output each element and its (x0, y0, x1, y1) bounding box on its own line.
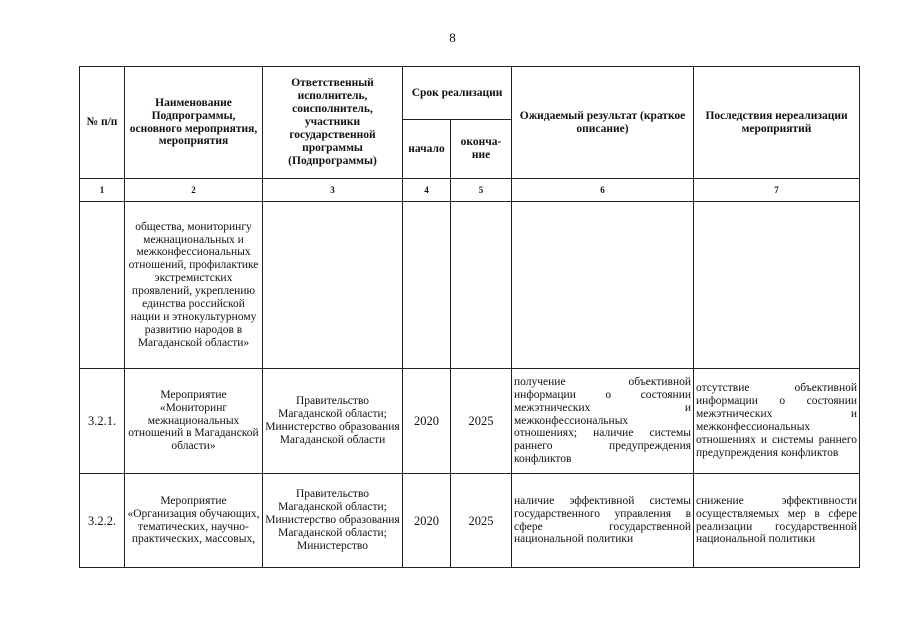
column-number: 4 (403, 179, 451, 202)
header-name: Наименование Подпрограммы, основного мероприятия, мероприятия (125, 67, 263, 179)
column-number: 5 (451, 179, 512, 202)
table-row (80, 369, 860, 474)
table-row (80, 474, 860, 568)
header-responsible: Ответственный исполнитель, соисполнитель, участники государственной программы (Подпрограммы) (263, 67, 403, 179)
column-number-row (80, 179, 860, 202)
row-start (403, 202, 451, 369)
row-start: 2020 (403, 369, 451, 474)
row-consequence: отсутствие объективной информации о состоянии межэтнических и межконфессиональных отношениях и системы раннего предупреждения конфликтов (694, 369, 860, 474)
row-consequence (694, 202, 860, 369)
row-end: 2025 (451, 369, 512, 474)
column-number: 3 (263, 179, 403, 202)
row-name: общества, мониторингу межнациональных и межконфессиональных отношений, профилактике экстремистских проявлений, укреплению единства российской нации и этнокультурному развитию народов в Магаданской области» (125, 202, 263, 369)
row-result: наличие эффективной системы государственного управления в сфере государственной национальной политики (512, 474, 694, 568)
row-consequence: снижение эффективности осуществляемых мер в сфере реализации государственной национальной политики (694, 474, 860, 568)
program-table (79, 66, 860, 568)
row-name: Мероприятие «Мониторинг межнациональных отношений в Магаданской области» (125, 369, 263, 474)
row-result: получение объективной информации о состоянии межэтнических и межконфессиональных отношениях; наличие системы раннего предупреждения конфликтов (512, 369, 694, 474)
column-number: 6 (512, 179, 694, 202)
row-start: 2020 (403, 474, 451, 568)
row-responsible (263, 202, 403, 369)
row-end: 2025 (451, 474, 512, 568)
row-num: 3.2.2. (80, 474, 125, 568)
row-name: Мероприятие «Организация обучающих, тематических, научно-практических, массовых, (125, 474, 263, 568)
header-num: № п/п (80, 67, 125, 179)
row-num: 3.2.1. (80, 369, 125, 474)
page-number: 8 (449, 30, 456, 45)
row-responsible: Правительство Магаданской области; Министерство образования Магаданской области (263, 369, 403, 474)
row-end (451, 202, 512, 369)
column-number: 7 (694, 179, 860, 202)
header-row (80, 67, 860, 120)
column-number: 1 (80, 179, 125, 202)
row-responsible: Правительство Магаданской области; Министерство образования Магаданской области; Министерство (263, 474, 403, 568)
header-term: Срок реализации (403, 67, 512, 120)
row-result (512, 202, 694, 369)
row-num (80, 202, 125, 369)
column-number: 2 (125, 179, 263, 202)
header-consequence: Последствия нереализации мероприятий (694, 67, 860, 179)
header-result: Ожидаемый результат (краткое описание) (512, 67, 694, 179)
header-start: начало (403, 120, 451, 179)
header-end: оконча-ние (451, 120, 512, 179)
table-row (80, 202, 860, 369)
